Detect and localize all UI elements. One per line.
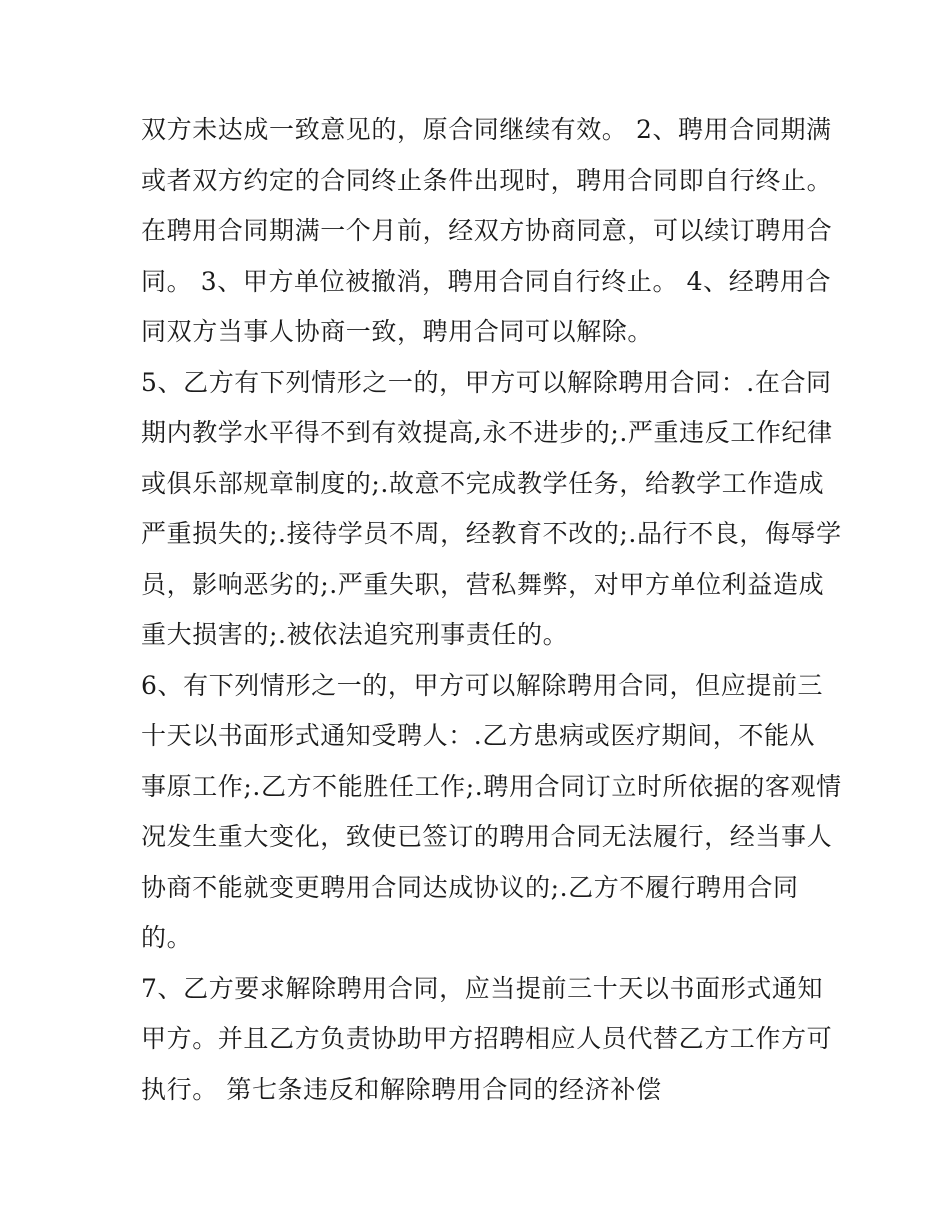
text-line: 双方未达成一致意见的，原合同继续有效。 2、聘用合同期满 bbox=[141, 115, 832, 144]
text-line: 7、乙方要求解除聘用合同，应当提前三十天以书面形式通知 bbox=[141, 974, 824, 1003]
text-line: 5、乙方有下列情形之一的，甲方可以解除聘用合同：.在合同 bbox=[141, 368, 832, 397]
text-line: 员，影响恶劣的;.严重失职，营私舞弊，对甲方单位利益造成 bbox=[141, 570, 825, 599]
text-line: 或俱乐部规章制度的;.故意不完成教学任务，给教学工作造成 bbox=[141, 469, 825, 498]
text-line: 十天以书面形式通知受聘人：.乙方患病或医疗期间，不能从 bbox=[141, 721, 816, 750]
text-line: 协商不能就变更聘用合同达成协议的;.乙方不履行聘用合同 bbox=[141, 873, 799, 902]
text-line: 6、有下列情形之一的，甲方可以解除聘用合同，但应提前三 bbox=[141, 671, 824, 700]
text-line: 同双方当事人协商一致，聘用合同可以解除。 bbox=[141, 317, 654, 346]
text-line: 甲方。并且乙方负责协助甲方招聘相应人员代替乙方工作方可 bbox=[141, 1024, 833, 1053]
text-line: 同。 3、甲方单位被撤消，聘用合同自行终止。 4、经聘用合 bbox=[141, 267, 832, 296]
text-line: 严重损失的;.接待学员不周，经教育不改的;.品行不良，侮辱学 bbox=[141, 519, 842, 548]
text-line: 在聘用合同期满一个月前，经双方协商同意，可以续订聘用合 bbox=[141, 216, 833, 245]
text-line: 况发生重大变化，致使已签订的聘用合同无法履行，经当事人 bbox=[141, 822, 833, 851]
text-line: 的。 bbox=[141, 923, 193, 952]
text-line: 执行。 第七条违反和解除聘用合同的经济补偿 bbox=[141, 1075, 662, 1104]
text-line: 重大损害的;.被依法追究刑事责任的。 bbox=[141, 620, 569, 649]
text-line: 或者双方约定的合同终止条件出现时，聘用合同即自行终止。 bbox=[141, 166, 833, 195]
text-line: 事原工作;.乙方不能胜任工作;.聘用合同订立时所依据的客观情 bbox=[141, 772, 842, 801]
text-line: 期内教学水平得不到有效提高,永不进步的;.严重违反工作纪律 bbox=[141, 418, 833, 447]
